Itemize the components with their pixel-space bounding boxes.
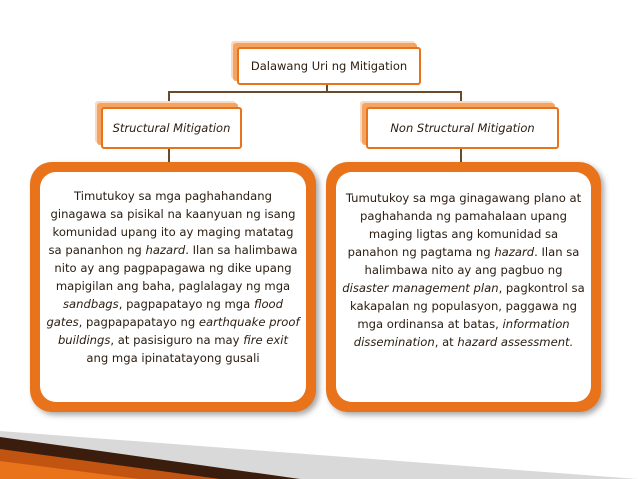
left-text-segment: hazard [145,243,186,257]
connector-horizontal [168,91,461,93]
connector-right-down [460,91,462,107]
structural-description-inner [40,172,306,402]
left-text-segment: . Ilan sa halimbawa nito ay ang pagpapagawa ng dike upang mapigilan ang baha, paglalagay ng mga [54,243,298,293]
left-text-segment: ang mga ipinatatayong gusali [86,351,260,365]
decorative-sweep [0,389,638,479]
non-structural-description [336,189,591,385]
structural-description-card [30,162,316,412]
non-structural-description-card [326,162,601,412]
non-structural-heading-node [366,107,559,149]
right-text-segment: Tumutukoy sa mga ginagawang plano at paghahanda ng pamahalaan upang maging ligtas ang komunidad sa panahon ng pagtama ng [345,191,582,259]
right-text-segment: information dissemination [353,317,570,349]
right-text-segment: disaster management plan [342,281,499,295]
right-text-segment: , pagkontrol sa kakapalan ng populasyon, paggawa ng mga ordinansa at batas, [350,281,585,331]
left-text-segment: , pagpapatayo ng mga [118,297,254,311]
left-text-segment: , at pasisiguro na may [110,333,244,347]
right-text-segment: . Ilan sa halimbawa nito ay ang pagbuo ng [364,245,580,277]
root-label: Dalawang Uri ng Mitigation [250,59,408,73]
structural-description [40,187,306,387]
left-text-segment: Timutukoy sa mga paghahandang ginagawa sa pisikal na kaanyuan ng isang komunidad upang ito ay maging matatag sa pananhon ng [48,189,296,257]
structural-heading: Structural Mitigation [112,121,231,135]
left-text-segment: sandbags [62,297,119,311]
right-text-segment: hazard assessment. [457,335,574,349]
left-text-segment: flood gates [46,297,283,329]
connector-left-down [168,91,170,107]
left-text-segment: fire exit [243,333,289,347]
non-structural-description-inner [336,172,591,402]
left-text-segment: earthquake proof buildings [57,315,300,347]
non-structural-heading: Non Structural Mitigation [390,121,535,135]
left-text-segment: , pagpapapatayo ng [78,315,199,329]
right-text-segment: , at [434,335,458,349]
structural-heading-node [101,107,242,149]
right-text-segment: hazard [494,245,535,259]
root-node [237,47,421,85]
